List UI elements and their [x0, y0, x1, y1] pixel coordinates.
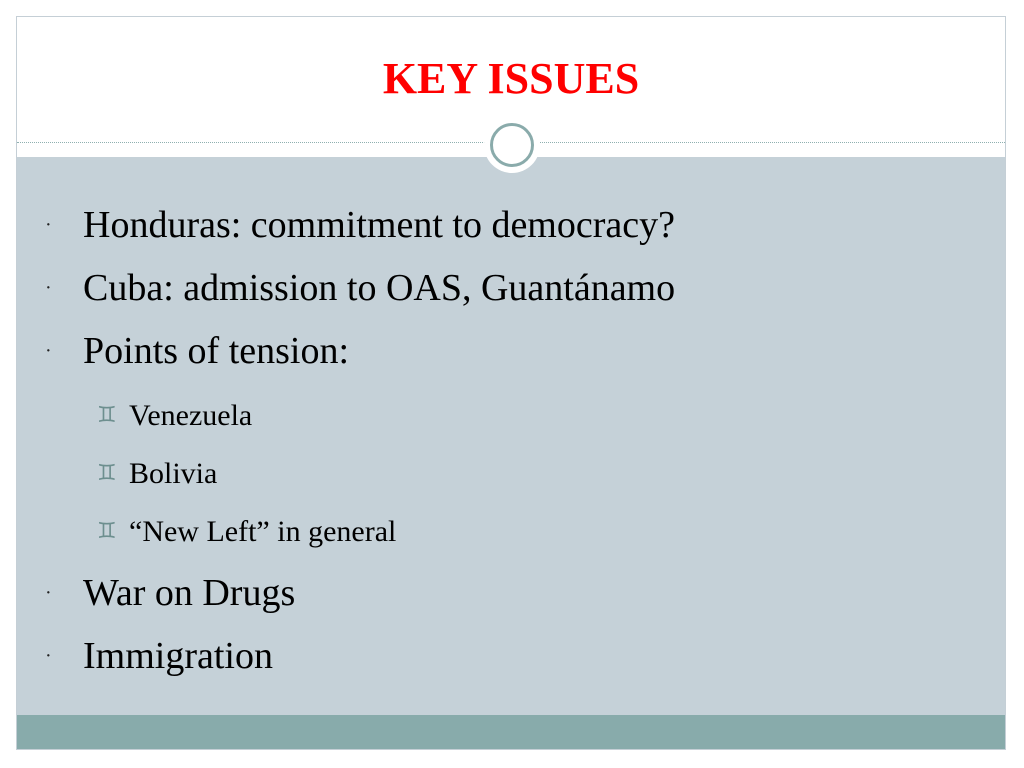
swirl-bullet-icon: ♊ — [97, 403, 117, 428]
sub-bullet-text: Bolivia — [129, 457, 218, 490]
swirl-bullet-icon: ♊ — [97, 519, 117, 544]
bullet-text: Honduras: commitment to democracy? — [83, 204, 675, 246]
slide-title: KEY ISSUES — [382, 54, 640, 103]
bullet-text: Cuba: admission to OAS, Guantánamo — [83, 267, 676, 309]
slide — [16, 16, 1006, 750]
bullet-text: Points of tension: — [83, 330, 350, 372]
bullet-text: Immigration — [83, 635, 273, 677]
dot-bullet-icon: · — [45, 582, 52, 604]
dot-bullet-icon: · — [45, 340, 52, 362]
circle-ring-ornament-icon — [484, 117, 540, 173]
ornament-ring — [490, 123, 534, 167]
footer-bar — [17, 715, 1005, 750]
bullet-text: War on Drugs — [83, 572, 296, 614]
content-area — [17, 157, 1005, 715]
sub-bullet-text: Venezuela — [129, 399, 253, 432]
sub-bullet-text: “New Left” in general — [129, 515, 397, 548]
dot-bullet-icon: · — [45, 277, 52, 299]
dot-bullet-icon: · — [45, 645, 52, 667]
swirl-bullet-icon: ♊ — [97, 461, 117, 486]
dot-bullet-icon: · — [45, 214, 52, 236]
